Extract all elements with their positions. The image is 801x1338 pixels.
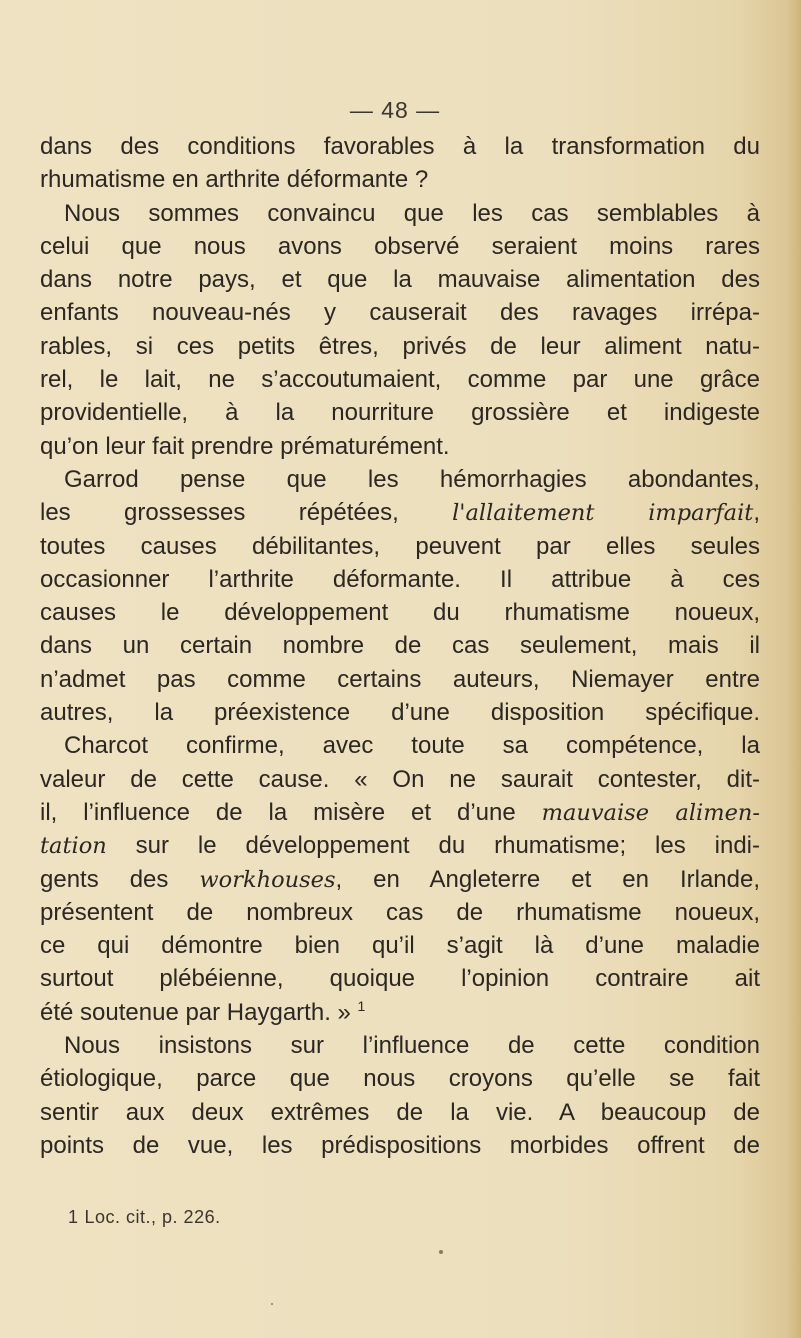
body-text [40, 130, 760, 1162]
text-line [40, 1062, 760, 1095]
italic-phrase: workhouses [199, 866, 336, 893]
line-text: toutes causes débilitantes, peuvent par elles seules [40, 532, 760, 560]
line-text: gents des [40, 865, 200, 893]
footnote [68, 1207, 221, 1228]
text-line [40, 929, 760, 962]
text-line [40, 729, 760, 762]
text-line [40, 296, 760, 329]
text-line [40, 629, 760, 662]
text-line [40, 263, 760, 296]
text-line [40, 463, 760, 496]
line-text: Charcot confirme, avec toute sa compétence, la [64, 732, 760, 760]
line-text: causes le développement du rhumatisme noueux, [40, 599, 760, 627]
text-line [40, 396, 760, 429]
line-text: celui que nous avons observé seraient moins rares [40, 232, 760, 260]
italic-phrase: mauvaise alimen- [541, 799, 760, 826]
line-text: , en Angleterre et en Irlande, [335, 865, 760, 893]
line-text: surtout plébéienne, quoique l’opinion contraire ait [40, 965, 760, 993]
page-edge-shadow [787, 0, 801, 1338]
text-line [40, 696, 760, 729]
text-line [40, 197, 760, 230]
text-line [40, 363, 760, 396]
text-line [40, 1096, 760, 1129]
line-text: dans un certain nombre de cas seulement, mais il [40, 632, 760, 660]
paper-speck [439, 1250, 443, 1254]
line-text: présentent de nombreux cas de rhumatisme noueux, [40, 898, 760, 926]
text-line [40, 563, 760, 596]
line-text: , [753, 499, 760, 527]
text-line [40, 330, 760, 363]
text-line [40, 962, 760, 995]
line-text: il, l’influence de la misère et d’une [40, 798, 542, 826]
text-line [40, 1129, 760, 1162]
line-text: les grossesses répétées, [40, 499, 453, 527]
text-line [40, 430, 760, 463]
line-text: Nous insistons sur l’influence de cette condition [64, 1032, 760, 1060]
line-text: Nous sommes convaincu que les cas semblables à [64, 199, 760, 227]
text-line [40, 663, 760, 696]
text-line [40, 530, 760, 563]
line-text: occasionner l’arthrite déformante. Il attribue à ces [40, 565, 760, 593]
italic-phrase: l'allaitement imparfait [452, 500, 754, 527]
line-text: été soutenue par Haygarth. » [40, 998, 351, 1026]
line-text: valeur de cette cause. « On ne saurait contester, dit- [40, 765, 760, 793]
line-text: providentielle, à la nourriture grossière et indigeste [40, 399, 760, 427]
paper-speck [271, 1303, 273, 1305]
line-text: dans des conditions favorables à la transformation du [40, 133, 760, 160]
line-text: qu’on leur fait prendre prématurément. [40, 432, 450, 460]
text-line [40, 496, 760, 529]
text-line [40, 996, 760, 1029]
line-text: enfants nouveau-nés y causerait des ravages irrépa- [40, 299, 760, 327]
line-text: rables, si ces petits êtres, privés de leur aliment natu- [40, 332, 760, 360]
line-text: étiologique, parce que nous croyons qu’elle se fait [40, 1065, 760, 1093]
line-text: sur le développement du rhumatisme; les indi- [106, 832, 760, 860]
text-line [40, 596, 760, 629]
text-line [40, 863, 760, 896]
footnote-reference: 1 [357, 997, 366, 1014]
line-text: rhumatisme en arthrite déformante ? [40, 166, 429, 194]
text-line [40, 130, 760, 163]
text-line [40, 763, 760, 796]
line-text: sentir aux deux extrêmes de la vie. A beaucoup de [40, 1098, 760, 1126]
line-text: Garrod pense que les hémorrhagies abondantes, [64, 465, 760, 493]
line-text: autres, la préexistence d’une disposition spécifique. [40, 699, 760, 727]
text-line [40, 1029, 760, 1062]
text-line [40, 230, 760, 263]
line-text: n’admet pas comme certains auteurs, Niemayer entre [40, 665, 760, 693]
line-text: dans notre pays, et que la mauvaise alimentation des [40, 266, 760, 294]
italic-phrase: tation [40, 833, 107, 860]
text-line [40, 163, 760, 196]
line-text: rel, le lait, ne s’accoutumaient, comme par une grâce [40, 366, 760, 394]
line-text: points de vue, les prédispositions morbides offrent de [40, 1131, 760, 1159]
footnote-text: Loc. cit., p. 226. [84, 1207, 221, 1227]
text-line [40, 829, 760, 862]
text-line [40, 896, 760, 929]
footnote-number: 1 [68, 1207, 79, 1227]
page-number: — 48 — [349, 97, 441, 123]
line-text: ce qui démontre bien qu’il s’agit là d’une maladie [40, 932, 760, 960]
text-line [40, 796, 760, 829]
